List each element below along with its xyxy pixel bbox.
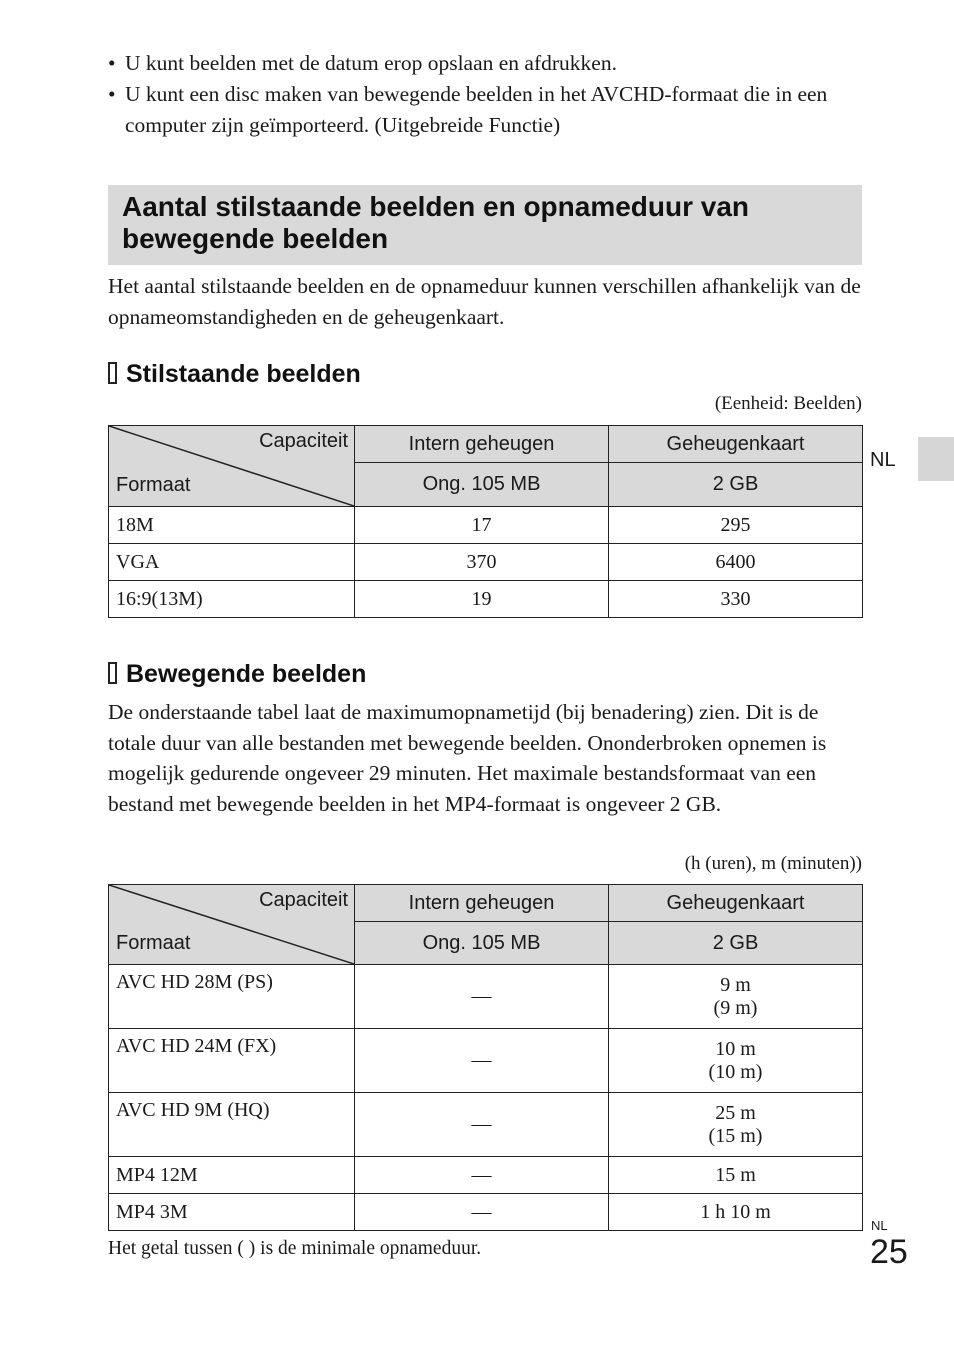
column-subheader-card: 2 GB	[609, 463, 863, 507]
movie-heading-label: Bewegende beelden	[126, 660, 367, 688]
row-card	[609, 965, 863, 1029]
page-number: 25	[870, 1233, 908, 1271]
still-unit-note: (Eenheid: Beelden)	[714, 393, 862, 414]
table-row	[109, 507, 863, 544]
section-heading: Aantal stilstaande beelden en opnameduur van bewegende beelden	[108, 185, 862, 265]
row-internal: —	[355, 1157, 609, 1194]
row-card-minimum: (15 m)	[708, 1124, 763, 1147]
format-label: Formaat	[116, 474, 191, 496]
row-internal: —	[355, 1194, 609, 1231]
row-internal: —	[355, 965, 609, 1029]
table-row	[109, 581, 863, 618]
bullet-list	[108, 48, 868, 141]
movie-description: De onderstaande tabel laat de maximumopnametijd (bij benadering) zien. Dit is de totale duur van alle bestanden met bewegende beelden. Ononderbroken opnemen is mogelijk gedurende ongeveer 29 minuten. Het maximale bestandsformaat van een bestand met bewegende beelden in het MP4-formaat is ongeveer 2 GB.	[108, 700, 827, 816]
row-card: 295	[609, 507, 863, 544]
row-card-total: 9 m	[720, 973, 751, 996]
still-heading-label: Stilstaande beelden	[126, 360, 361, 388]
row-internal: 19	[355, 581, 609, 618]
table-row	[109, 1029, 863, 1093]
table-row	[109, 1093, 863, 1157]
row-card	[609, 1029, 863, 1093]
table-corner-cell	[109, 885, 355, 965]
still-heading	[108, 359, 361, 389]
bullet-item: • U kunt beelden met de datum erop opslaan en afdrukken.	[108, 48, 868, 79]
table-footnote: Het getal tussen ( ) is de minimale opnameduur.	[108, 1238, 482, 1259]
table-row	[109, 1157, 863, 1194]
row-format: 16:9(13M)	[109, 581, 355, 618]
row-internal: 370	[355, 544, 609, 581]
capacity-label: Capaciteit	[259, 889, 348, 911]
row-format: AVC HD 24M (FX)	[109, 1029, 355, 1093]
heading-marker	[108, 662, 117, 684]
row-card: 6400	[609, 544, 863, 581]
column-header-card: Geheugenkaart	[609, 885, 863, 922]
row-format: MP4 3M	[109, 1194, 355, 1231]
table-corner-cell	[109, 426, 355, 507]
heading-marker	[108, 362, 117, 384]
format-label: Formaat	[116, 932, 191, 954]
capacity-label: Capaciteit	[259, 430, 348, 452]
row-format: MP4 12M	[109, 1157, 355, 1194]
column-header-internal: Intern geheugen	[355, 426, 609, 463]
row-internal: 17	[355, 507, 609, 544]
movie-unit-note: (h (uren), m (minuten))	[684, 853, 862, 874]
row-card: 15 m	[609, 1157, 863, 1194]
movie-heading	[108, 659, 366, 689]
row-format: VGA	[109, 544, 355, 581]
table-row	[109, 544, 863, 581]
row-card	[609, 1093, 863, 1157]
section-intro: Het aantal stilstaande beelden en de opnameduur kunnen verschillen afhankelijk van de opnameomstandigheden en de geheugenkaart.	[108, 274, 861, 329]
column-subheader-card: 2 GB	[609, 922, 863, 965]
row-card-minimum: (9 m)	[713, 996, 758, 1019]
column-subheader-internal: Ong. 105 MB	[355, 922, 609, 965]
column-header-card: Geheugenkaart	[609, 426, 863, 463]
table-row	[109, 1194, 863, 1231]
column-header-internal: Intern geheugen	[355, 885, 609, 922]
row-format: AVC HD 9M (HQ)	[109, 1093, 355, 1157]
row-card: 330	[609, 581, 863, 618]
row-internal: —	[355, 1093, 609, 1157]
row-internal: —	[355, 1029, 609, 1093]
row-card-total: 25 m	[715, 1101, 756, 1124]
row-format: 18M	[109, 507, 355, 544]
row-card-total: 10 m	[715, 1037, 756, 1060]
row-card: 1 h 10 m	[609, 1194, 863, 1231]
side-tab-marker	[918, 437, 954, 481]
movie-table	[108, 884, 863, 1231]
page-language: NL	[871, 1218, 888, 1233]
side-language-label: NL	[870, 449, 896, 471]
column-subheader-internal: Ong. 105 MB	[355, 463, 609, 507]
bullet-item: • U kunt een disc maken van bewegende beelden in het AVCHD-formaat die in een computer zijn geïmporteerd. (Uitgebreide Functie)	[108, 79, 868, 141]
row-card-minimum: (10 m)	[708, 1060, 763, 1083]
row-format: AVC HD 28M (PS)	[109, 965, 355, 1029]
table-row	[109, 965, 863, 1029]
still-table	[108, 425, 863, 618]
